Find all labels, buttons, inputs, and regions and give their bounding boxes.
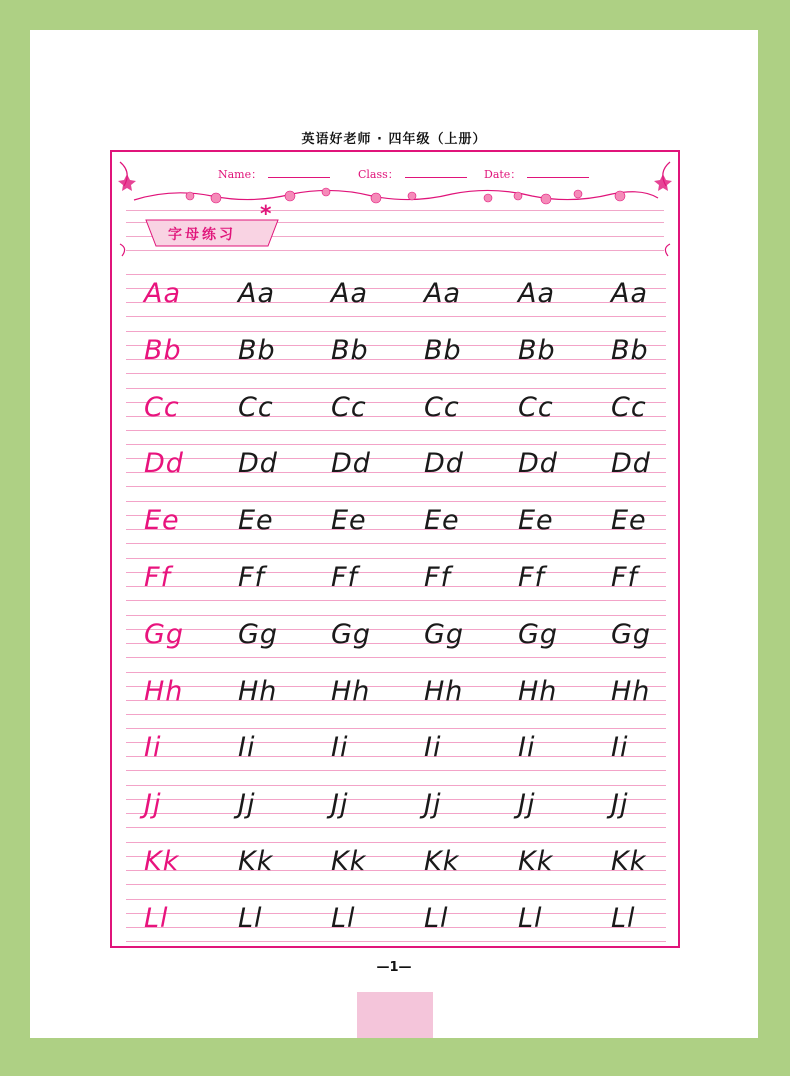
copy-letter-pair: Gg (518, 618, 559, 650)
practice-row (126, 779, 666, 836)
worksheet-frame (110, 150, 680, 948)
practice-row (126, 552, 666, 609)
practice-row (126, 495, 666, 552)
model-letter-pair: Aa (144, 278, 182, 309)
copy-letter-pair: Kk (424, 845, 460, 877)
copy-letter-pair: Ff (424, 561, 452, 593)
copy-letter-pair: Dd (611, 448, 651, 480)
practice-rows (126, 268, 666, 950)
copy-letter-pair: Aa (238, 278, 276, 309)
copy-letter-pair: Ii (238, 732, 256, 764)
copy-letter-pair: Jj (331, 789, 349, 821)
copy-letter-pair: Kk (238, 845, 274, 877)
practice-row (126, 836, 666, 893)
practice-row (126, 893, 666, 950)
header-rule (126, 250, 664, 251)
asterisk-icon: * (260, 202, 272, 227)
copy-letter-pair: Gg (238, 618, 279, 650)
copy-letter-pair: Kk (331, 845, 367, 877)
copy-letter-pair: Ff (518, 561, 546, 593)
model-letter-pair: Jj (144, 789, 162, 821)
copy-letter-pair: Dd (518, 448, 558, 480)
practice-row (126, 722, 666, 779)
model-letter-pair: Hh (144, 675, 184, 707)
date-label: Date： (484, 168, 522, 181)
copy-letter-pair: Gg (611, 618, 652, 650)
copy-letter-pair: Ii (424, 732, 442, 764)
copy-letter-pair: Ll (611, 902, 636, 934)
copy-letter-pair: Ll (518, 902, 543, 934)
copy-letter-pair: Hh (331, 675, 371, 707)
copy-letter-pair: Aa (518, 278, 556, 309)
copy-letter-pair: Gg (424, 618, 465, 650)
page-edge-tab (357, 992, 433, 1038)
copy-letter-pair: Jj (238, 789, 256, 821)
copy-letter-pair: Hh (424, 675, 464, 707)
model-letter-pair: Cc (144, 391, 180, 423)
copy-letter-pair: Bb (611, 334, 649, 366)
copy-letter-pair: Hh (611, 675, 651, 707)
model-letter-pair: Ii (144, 732, 162, 764)
worksheet-page (30, 30, 758, 1038)
copy-letter-pair: Hh (238, 675, 278, 707)
copy-letter-pair: Kk (611, 845, 647, 877)
copy-letter-pair: Bb (238, 334, 276, 366)
copy-letter-pair: Ff (611, 561, 639, 593)
copy-letter-pair: Ee (331, 505, 367, 537)
model-letter-pair: Dd (144, 448, 184, 480)
copy-letter-pair: Ii (611, 732, 629, 764)
copy-letter-pair: Aa (331, 278, 369, 309)
copy-letter-pair: Ee (518, 505, 554, 537)
copy-letter-pair: Gg (331, 618, 372, 650)
copy-letter-pair: Dd (331, 448, 371, 480)
copy-letter-pair: Ll (424, 902, 449, 934)
copy-letter-pair: Jj (424, 789, 442, 821)
copy-letter-pair: Bb (424, 334, 462, 366)
book-title: 英语好老师 · 四年级（上册） (301, 132, 487, 147)
practice-row (126, 609, 666, 666)
copy-letter-pair: Ee (611, 505, 647, 537)
section-tag-label: 字母练习 (168, 227, 236, 243)
practice-row (126, 666, 666, 723)
copy-letter-pair: Jj (611, 789, 629, 821)
class-label: Class： (358, 168, 399, 181)
copy-letter-pair: Cc (518, 391, 554, 423)
practice-row (126, 438, 666, 495)
page-number: —1— (376, 960, 412, 975)
copy-letter-pair: Ii (331, 732, 349, 764)
copy-letter-pair: Ee (238, 505, 274, 537)
model-letter-pair: Bb (144, 334, 182, 366)
practice-row (126, 325, 666, 382)
model-letter-pair: Gg (144, 618, 185, 650)
copy-letter-pair: Hh (518, 675, 558, 707)
copy-letter-pair: Ll (331, 902, 356, 934)
copy-letter-pair: Cc (611, 391, 647, 423)
copy-letter-pair: Ii (518, 732, 536, 764)
name-label: Name： (218, 168, 263, 181)
copy-letter-pair: Aa (424, 278, 462, 309)
model-letter-pair: Kk (144, 845, 180, 877)
copy-letter-pair: Ff (238, 561, 266, 593)
copy-letter-pair: Bb (331, 334, 369, 366)
copy-letter-pair: Ll (238, 902, 263, 934)
model-letter-pair: Ee (144, 505, 180, 537)
copy-letter-pair: Dd (424, 448, 464, 480)
copy-letter-pair: Jj (518, 789, 536, 821)
model-letter-pair: Ll (144, 902, 169, 934)
copy-letter-pair: Ee (424, 505, 460, 537)
copy-letter-pair: Dd (238, 448, 278, 480)
header-rule (126, 210, 664, 211)
copy-letter-pair: Cc (331, 391, 367, 423)
copy-letter-pair: Ff (331, 561, 359, 593)
copy-letter-pair: Aa (611, 278, 649, 309)
model-letter-pair: Ff (144, 561, 172, 593)
copy-letter-pair: Bb (518, 334, 556, 366)
copy-letter-pair: Cc (424, 391, 460, 423)
copy-letter-pair: Kk (518, 845, 554, 877)
practice-row (126, 268, 666, 325)
flower-vine-decoration (112, 152, 678, 272)
copy-letter-pair: Cc (238, 391, 274, 423)
practice-row (126, 382, 666, 439)
